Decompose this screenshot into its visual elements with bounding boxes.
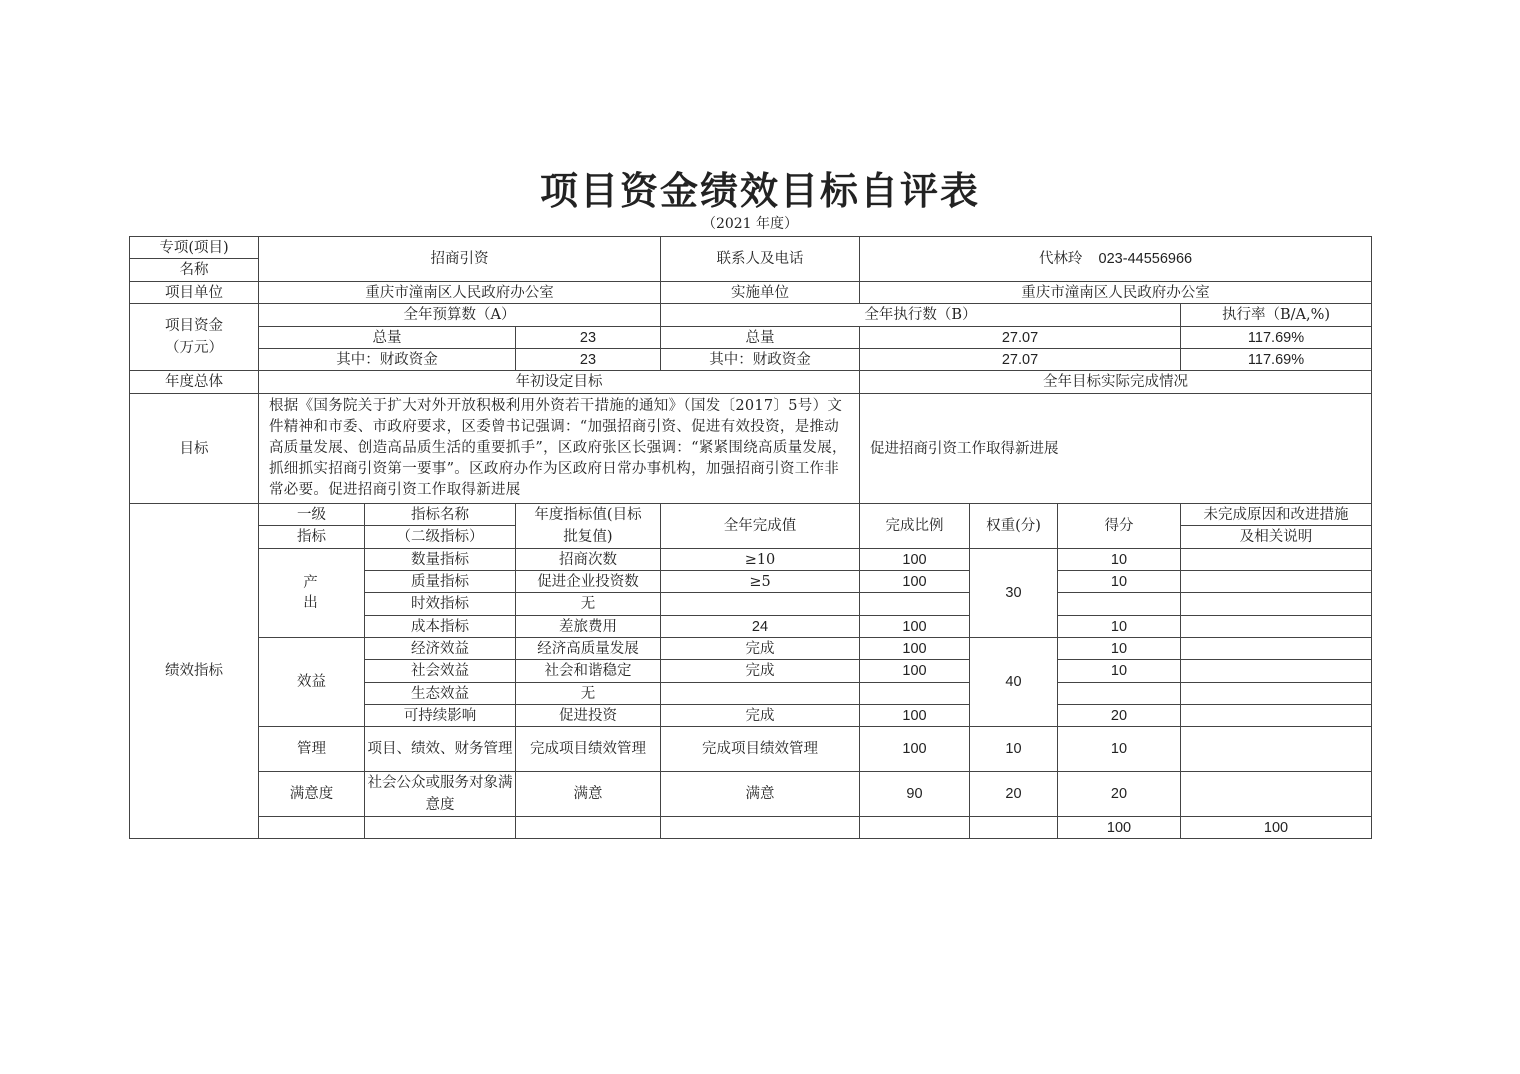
indicator-name: 成本指标	[365, 616, 516, 638]
project-unit-value: 重庆市潼南区人民政府办公室	[259, 282, 661, 304]
contact-label: 联系人及电话	[661, 237, 860, 282]
indicator-target: 经济高质量发展	[516, 638, 661, 660]
impl-unit-value: 重庆市潼南区人民政府办公室	[860, 282, 1372, 304]
actual-goal-text: 促进招商引资工作取得新进展	[860, 394, 1372, 504]
total-empty-cell	[516, 817, 661, 839]
project-name-label-2: 名称	[130, 259, 259, 282]
indicator-name: 生态效益	[365, 683, 516, 705]
funds-label-line-2: （万元）	[165, 340, 223, 356]
indicator-name: 项目、绩效、财务管理	[365, 727, 516, 772]
indicator-reason	[1181, 727, 1372, 772]
table-row	[130, 549, 1372, 571]
indicator-ratio: 100	[860, 549, 970, 571]
indicator-name: 经济效益	[365, 638, 516, 660]
header-completed: 全年完成值	[661, 504, 860, 549]
indicator-target: 促进企业投资数	[516, 571, 661, 593]
indicator-reason	[1181, 705, 1372, 727]
project-unit-label: 项目单位	[130, 282, 259, 304]
total-score: 100	[1181, 817, 1372, 839]
indicator-completed: 完成	[661, 660, 860, 683]
indicator-reason	[1181, 638, 1372, 660]
header-level1-a: 一级	[259, 504, 365, 526]
header-ratio: 完成比例	[860, 504, 970, 549]
group-management-weight: 10	[970, 727, 1058, 772]
indicator-ratio: 100	[860, 705, 970, 727]
indicator-ratio	[860, 593, 970, 616]
group-benefit-label: 效益	[259, 638, 365, 727]
indicator-reason	[1181, 660, 1372, 683]
header-name-b: （二级指标）	[365, 526, 516, 549]
indicator-reason	[1181, 549, 1372, 571]
table-row	[130, 727, 1372, 772]
project-name-value: 招商引资	[259, 237, 661, 282]
group-output-weight: 30	[970, 549, 1058, 638]
indicator-name: 可持续影响	[365, 705, 516, 727]
indicator-name: 时效指标	[365, 593, 516, 616]
exec-fiscal-label: 其中：财政资金	[661, 349, 860, 371]
exec-total-label: 总量	[661, 327, 860, 349]
indicator-name: 社会效益	[365, 660, 516, 683]
indicator-score: 10	[1058, 660, 1181, 683]
indicator-ratio	[860, 683, 970, 705]
rate-total-value: 117.69%	[1181, 327, 1372, 349]
header-reason-b: 及相关说明	[1181, 526, 1372, 549]
budget-fiscal-label: 其中：财政资金	[259, 349, 516, 371]
indicator-target: 社会和谐稳定	[516, 660, 661, 683]
initial-goal-text: 根据《国务院关于扩大对外开放积极利用外资若干措施的通知》（国发〔2017〕5号）文件精神和市委、市政府要求，区委曾书记强调：“加强招商引资、促进有效投资，是推动高质量发展、创造高品质生活的重要抓手”，区政府张区长强调：“紧紧围绕高质量发展，抓细抓实招商引资第一要事”。区政府办作为区政府日常办事机构，加强招商引资工作非常必要。促进招商引资工作取得新进展	[259, 394, 860, 504]
project-name-label-1: 专项(项目)	[130, 237, 259, 259]
funds-row	[130, 327, 1372, 349]
indicator-ratio: 100	[860, 660, 970, 683]
indicator-ratio: 100	[860, 638, 970, 660]
indicator-score: 10	[1058, 727, 1181, 772]
evaluation-table	[129, 236, 1372, 839]
indicator-completed: 24	[661, 616, 860, 638]
indicator-completed: 满意	[661, 772, 860, 817]
group-satisfaction-label: 满意度	[259, 772, 365, 817]
budget-total-value: 23	[516, 327, 661, 349]
header-annual-b: 批复值)	[563, 529, 613, 545]
funds-row	[130, 349, 1372, 371]
indicator-name: 社会公众或服务对象满意度	[365, 772, 516, 817]
indicator-completed: 完成	[661, 638, 860, 660]
indicator-name: 数量指标	[365, 549, 516, 571]
indicator-target: 完成项目绩效管理	[516, 727, 661, 772]
impl-unit-label: 实施单位	[661, 282, 860, 304]
funds-label	[130, 304, 259, 371]
header-weight: 权重(分)	[970, 504, 1058, 549]
budget-fiscal-value: 23	[516, 349, 661, 371]
indicator-completed	[661, 683, 860, 705]
contact-value: 代林玲 023-44556966	[860, 237, 1372, 282]
group-satisfaction-weight: 20	[970, 772, 1058, 817]
indicator-ratio: 100	[860, 571, 970, 593]
indicator-completed: ≥10	[661, 549, 860, 571]
group-benefit-weight: 40	[970, 638, 1058, 727]
indicator-completed: 完成项目绩效管理	[661, 727, 860, 772]
funds-label-line-1: 项目资金	[165, 318, 223, 334]
table-row	[130, 638, 1372, 660]
total-empty-cell	[860, 817, 970, 839]
total-empty-cell	[259, 817, 365, 839]
indicator-ratio: 100	[860, 727, 970, 772]
group-management-label: 管理	[259, 727, 365, 772]
indicator-completed: ≥5	[661, 571, 860, 593]
indicator-completed	[661, 593, 860, 616]
indicator-score: 10	[1058, 616, 1181, 638]
rate-fiscal-value: 117.69%	[1181, 349, 1372, 371]
indicator-ratio: 90	[860, 772, 970, 817]
indicator-score: 10	[1058, 571, 1181, 593]
table-row	[130, 772, 1372, 817]
total-row	[130, 817, 1372, 839]
indicator-reason	[1181, 772, 1372, 817]
total-empty-cell	[365, 817, 516, 839]
page-subtitle: （2021 年度）	[701, 216, 799, 232]
goal-label-1: 年度总体	[130, 371, 259, 394]
indicator-target: 差旅费用	[516, 616, 661, 638]
indicator-target: 满意	[516, 772, 661, 817]
indicator-reason	[1181, 593, 1372, 616]
initial-goal-header: 年初设定目标	[259, 371, 860, 394]
indicator-score	[1058, 683, 1181, 705]
actual-goal-header: 全年目标实际完成情况	[860, 371, 1372, 394]
page-title: 项目资金绩效目标自评表	[539, 168, 980, 213]
budget-total-label: 总量	[259, 327, 516, 349]
indicator-completed: 完成	[661, 705, 860, 727]
indicator-ratio: 100	[860, 616, 970, 638]
exec-fiscal-value: 27.07	[860, 349, 1181, 371]
header-annual	[516, 504, 661, 549]
header-reason-a: 未完成原因和改进措施	[1181, 504, 1372, 526]
indicator-name: 质量指标	[365, 571, 516, 593]
header-annual-a: 年度指标值(目标	[534, 507, 642, 523]
rate-header: 执行率（B/A,%)	[1181, 304, 1372, 327]
indicator-score: 20	[1058, 772, 1181, 817]
indicator-target: 无	[516, 593, 661, 616]
total-empty-cell	[970, 817, 1058, 839]
indicator-score: 10	[1058, 638, 1181, 660]
group-output-label: 产 出	[259, 549, 365, 638]
header-name-a: 指标名称	[365, 504, 516, 526]
indicator-target: 招商次数	[516, 549, 661, 571]
total-weight: 100	[1058, 817, 1181, 839]
goal-label-2: 目标	[130, 394, 259, 504]
header-level1-b: 指标	[259, 526, 365, 549]
indicator-score: 20	[1058, 705, 1181, 727]
indicator-target: 无	[516, 683, 661, 705]
total-empty-cell	[661, 817, 860, 839]
indicator-reason	[1181, 683, 1372, 705]
exec-total-value: 27.07	[860, 327, 1181, 349]
header-score: 得分	[1058, 504, 1181, 549]
indicator-target: 促进投资	[516, 705, 661, 727]
indicators-section-label: 绩效指标	[130, 504, 259, 839]
indicator-score: 10	[1058, 549, 1181, 571]
indicator-reason	[1181, 616, 1372, 638]
indicator-reason	[1181, 571, 1372, 593]
exec-header: 全年执行数（B）	[661, 304, 1181, 327]
indicator-score	[1058, 593, 1181, 616]
budget-header: 全年预算数（A）	[259, 304, 661, 327]
